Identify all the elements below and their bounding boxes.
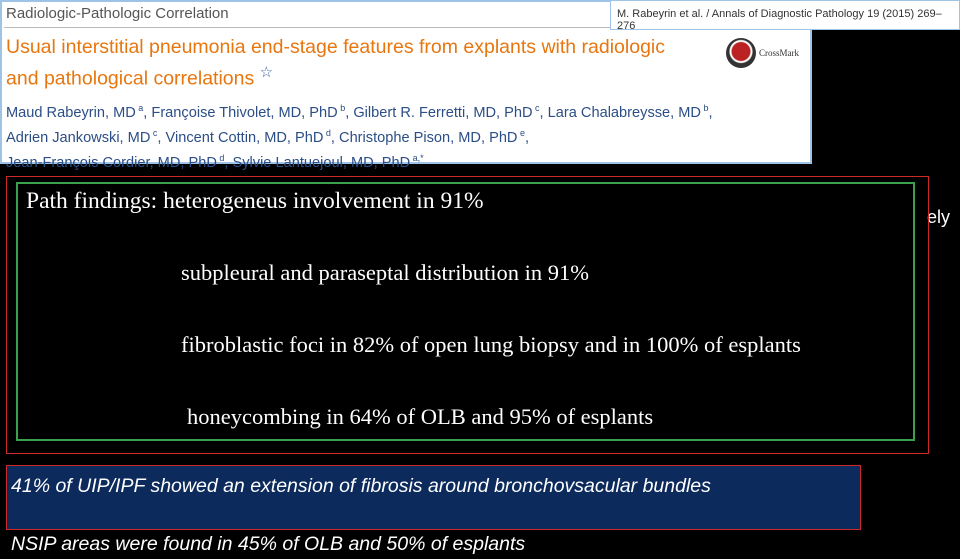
author-name: Maud Rabeyrin, MD [6,104,136,121]
author-name: Adrien Jankowski, MD [6,129,151,146]
author-entry[interactable] [339,127,525,146]
finding-item: fibroblastic foci in 82% of open lung biopsy and in 100% of esplants [181,332,801,357]
findings-inner-frame [16,182,915,441]
crossmark-label: CrossMark [759,48,799,58]
article-title[interactable] [6,35,666,92]
author-entry[interactable] [151,105,345,121]
summary-text: 41% of UIP/IPF showed an extension of fibrosis around bronchovsacular bundles [11,475,711,497]
author-entry[interactable] [548,105,709,121]
section-label: Radiologic-Pathologic Correlation [6,5,229,22]
summary-overflow-text: NSIP areas were found in 45% of OLB and 50% of esplants [11,533,526,555]
title-footnote-star-icon[interactable]: ☆ [259,64,274,81]
author-name: Christophe Pison, MD, PhD [339,129,518,146]
author-affiliation: d [323,127,331,138]
findings-heading: Path findings: heterogeneus involvement in 91% [26,188,484,214]
author-affiliation: a,* [410,152,424,163]
finding-item: subpleural and paraseptal distribution in 91% [181,260,590,285]
author-affiliation: c [532,103,540,113]
author-name: Sylvie Lantuejoul, MD, PhD [232,154,411,171]
crossmark-icon [726,38,756,68]
author-entry[interactable] [6,152,225,171]
author-entry[interactable] [6,105,143,121]
author-entry[interactable] [165,127,331,146]
author-affiliation: b [700,103,709,113]
author-entry[interactable] [353,105,539,121]
author-name: Jean-François Cordier, MD, PhD [6,154,217,171]
author-list: Maud Rabeyrin, MD $^a$, Françoise Thivolet, MD, PhD $^b$, Gilbert R. Ferretti, MD, PhD $^c$, Lara Chalabreysse, MD $^b$, Adrien Jankowski, MD $^c$, Vincent Cottin, MD, PhD $^d$, Christophe Pison, MD, PhD $^e$, Jean-François Cordier, MD, PhD $^d$, Sylvie Lantuejoul, MD, PhD $^{a,*}$ [6,103,713,171]
author-name: Françoise Thivolet, MD, PhD [151,104,338,121]
journal-citation: M. Rabeyrin et al. / Annals of Diagnostic Pathology 19 (2015) 269–276 [610,0,960,30]
author-entry[interactable] [232,152,424,171]
author-name: Vincent Cottin, MD, PhD [165,129,324,146]
crossmark-badge[interactable] [726,38,806,72]
author-affiliation: a [135,103,144,113]
article-title-text: Usual interstitial pneumonia end-stage features from explants with radiologic and pathological correlations [6,36,666,90]
author-entry[interactable] [6,127,158,146]
author-affiliation: b [337,103,346,113]
author-name: Lara Chalabreysse, MD [547,104,701,121]
author-affiliation: e [517,127,525,138]
truncated-text-fragment: ely [927,207,951,227]
author-affiliation: c [150,127,158,138]
author-affiliation: d [216,152,225,163]
finding-item: honeycombing in 64% of OLB and 95% of esplants [187,404,654,429]
author-name: Gilbert R. Ferretti, MD, PhD [353,104,533,121]
